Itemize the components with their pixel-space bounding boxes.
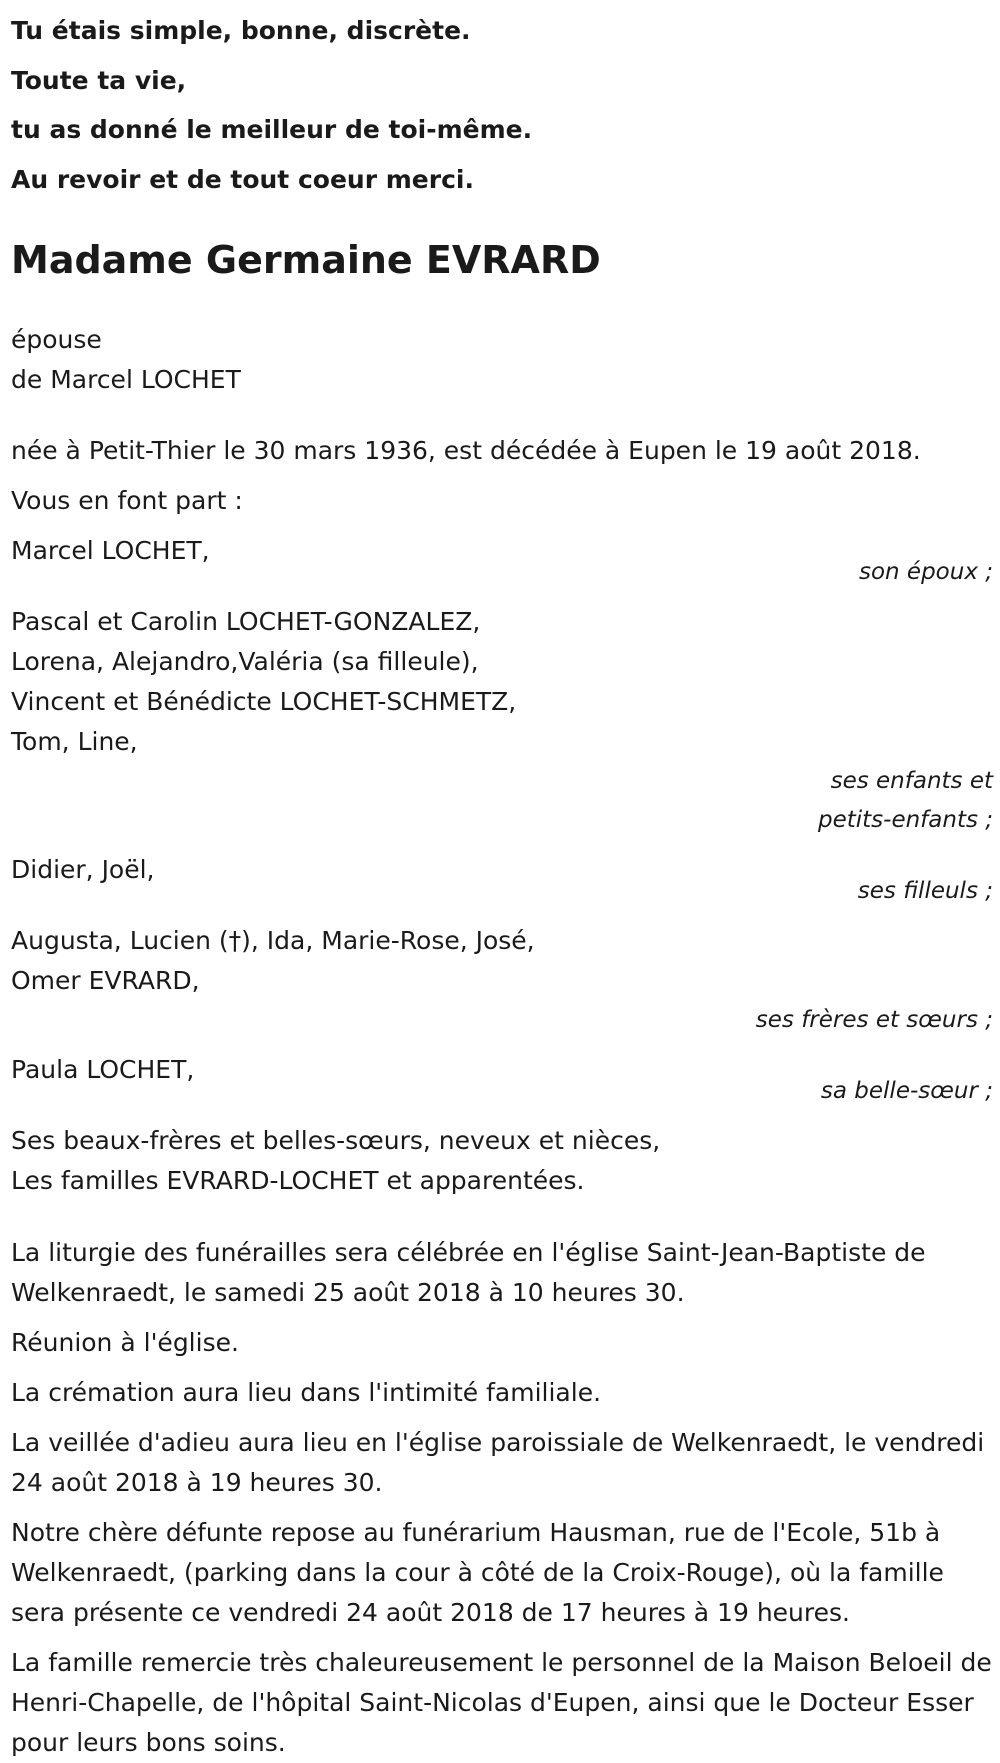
spouse-label: épouse xyxy=(11,325,102,354)
poem xyxy=(11,6,993,204)
obituary-body xyxy=(11,320,993,1763)
funeral-detail: La crémation aura lieu dans l'intimité familiale. xyxy=(11,1378,602,1407)
family-group xyxy=(11,921,993,1040)
funeral-detail: Réunion à l'église. xyxy=(11,1328,239,1357)
family-line: Pascal et Carolin LOCHET-GONZALEZ, xyxy=(11,607,481,636)
family-line: Tom, Line, xyxy=(11,727,138,756)
funeral-detail: Notre chère défunte repose au funérarium Hausman, rue de l'Ecole, 51b à Welkenraedt, (parking dans la cour à côté de la Croix-Rouge), où la famille sera présente ce vendredi 24 août 2018 de 17 heures à 19 heures. xyxy=(11,1518,944,1627)
announce-line: Vous en font part : xyxy=(11,486,243,515)
poem-line: tu as donné le meilleur de toi-même. xyxy=(11,115,533,144)
family-group xyxy=(11,850,993,911)
family-line: Didier, Joël, xyxy=(11,855,155,884)
family-relation: ses frères et sœurs ; xyxy=(755,1007,993,1033)
family-line: Lorena, Alejandro,Valéria (sa filleule), xyxy=(11,647,479,676)
poem-line: Au revoir et de tout coeur merci. xyxy=(11,164,474,194)
funeral-detail: La famille remercie très chaleureusement le personnel de la Maison Beloeil de Henri-Chapelle, de l'hôpital Saint-Nicolas d'Eupen, ainsi que le Docteur Esser pour leurs bons soins. xyxy=(11,1648,992,1757)
family-group xyxy=(11,1050,993,1111)
family-group xyxy=(11,602,993,840)
family-relation: sa belle-sœur ; xyxy=(820,1078,993,1104)
spouse-block xyxy=(11,320,993,400)
extended-family-line: Les familles EVRARD-LOCHET et apparentées. xyxy=(11,1166,585,1195)
family-group xyxy=(11,531,993,592)
funeral-detail: La veillée d'adieu aura lieu en l'église paroissiale de Welkenraedt, le vendredi 24 août 2018 à 19 heures 30. xyxy=(11,1428,985,1497)
poem-line: Tu étais simple, bonne, discrète. xyxy=(11,16,471,45)
obituary-content xyxy=(11,6,993,1763)
family-line: Omer EVRARD, xyxy=(11,966,200,995)
family-line: Vincent et Bénédicte LOCHET-SCHMETZ, xyxy=(11,687,517,716)
deceased-name: Madame Germaine EVRARD xyxy=(11,238,601,282)
poem-line: Toute ta vie, xyxy=(11,65,187,95)
family-line: Augusta, Lucien (†), Ida, Marie-Rose, José, xyxy=(11,926,535,955)
spouse-name: de Marcel LOCHET xyxy=(11,365,241,394)
family-line: Paula LOCHET, xyxy=(11,1055,195,1084)
family-line: Marcel LOCHET, xyxy=(11,536,210,565)
family-relation: ses enfants et petits-enfants ; xyxy=(817,768,993,833)
funeral-detail: La liturgie des funérailles sera célébrée en l'église Saint-Jean-Baptiste de Welkenraedt, le samedi 25 août 2018 à 10 heures 30. xyxy=(11,1238,926,1307)
family-relation: son époux ; xyxy=(858,559,993,585)
birth-death-line: née à Petit-Thier le 30 mars 1936, est décédée à Eupen le 19 août 2018. xyxy=(11,436,921,465)
family-relation: ses filleuls ; xyxy=(857,878,993,904)
extended-family-line: Ses beaux-frères et belles-sœurs, neveux et nièces, xyxy=(11,1126,661,1155)
extended-family xyxy=(11,1121,993,1201)
